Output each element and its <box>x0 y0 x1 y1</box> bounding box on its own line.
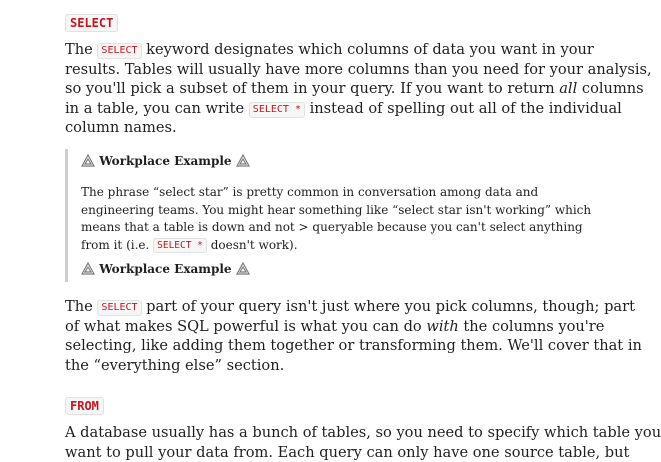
text-line <box>65 297 555 317</box>
text-line: A database usually has a bunch of tables, so you need to specify which table you <box>65 423 555 443</box>
select-intro-paragraph <box>65 40 555 138</box>
callout-footer-title <box>81 262 250 276</box>
text-span: keyword designates which columns of data you want in your <box>142 41 594 58</box>
triangle-knot-icon <box>81 154 95 167</box>
triangle-knot-icon <box>236 154 250 167</box>
text-line: selecting, like adding them together or transforming them. We'll cover that in <box>65 336 555 356</box>
triangle-knot-icon <box>236 262 250 275</box>
emphasis-all: all <box>559 80 577 97</box>
text-span: columns <box>577 80 643 97</box>
text-line <box>65 99 555 119</box>
text-line: results. Tables will usually have more columns than you need for your analysis, <box>65 60 555 80</box>
callout-body <box>81 184 551 254</box>
text-span: in a table, you can write <box>65 100 249 117</box>
select-heading <box>65 13 118 32</box>
text-line: engineering teams. You might hear something like “select star isn't working” which <box>81 202 551 220</box>
inline-code-select: SELECT <box>97 43 141 59</box>
inline-code-select-star: SELECT * <box>249 102 305 118</box>
from-heading-code: FROM <box>65 397 104 415</box>
workplace-example-callout <box>65 149 558 282</box>
text-line: means that a table is down and not > queryable because you can't select anything <box>81 219 551 237</box>
inline-code-select-star: SELECT * <box>153 238 207 253</box>
text-line <box>65 317 555 337</box>
text-span: from it (i.e. <box>81 238 153 252</box>
text-span: so you'll pick a subset of them in your query. If you want to return <box>65 80 559 97</box>
text-line <box>65 40 555 60</box>
inline-code-select: SELECT <box>97 300 141 316</box>
callout-title-text: Workplace Example <box>99 154 231 168</box>
text-span: doesn't work). <box>207 238 298 252</box>
select-powerful-paragraph <box>65 297 555 375</box>
text-span: of what makes SQL powerful is what you can do <box>65 318 426 335</box>
from-heading <box>65 396 104 415</box>
text-line: want to pull your data from. Each query can only have one source table, but <box>65 443 555 462</box>
text-line: the “everything else” section. <box>65 356 555 376</box>
text-line <box>65 79 555 99</box>
text-line: column names. <box>65 118 555 138</box>
emphasis-with: with <box>426 318 458 335</box>
callout-footer-title-text: Workplace Example <box>99 262 231 276</box>
text-span: the columns you're <box>459 318 605 335</box>
text-line: The phrase “select star” is pretty common in conversation among data and <box>81 184 551 202</box>
text-span: The <box>65 298 97 315</box>
text-span: part of your query isn't just where you pick columns, though; part <box>142 298 635 315</box>
text-span: instead of spelling out all of the individual <box>305 100 622 117</box>
text-span: The <box>65 41 97 58</box>
callout-title <box>81 154 250 168</box>
triangle-knot-icon <box>81 262 95 275</box>
select-heading-code: SELECT <box>65 14 118 32</box>
text-line <box>81 237 551 255</box>
from-intro-paragraph <box>65 423 555 462</box>
